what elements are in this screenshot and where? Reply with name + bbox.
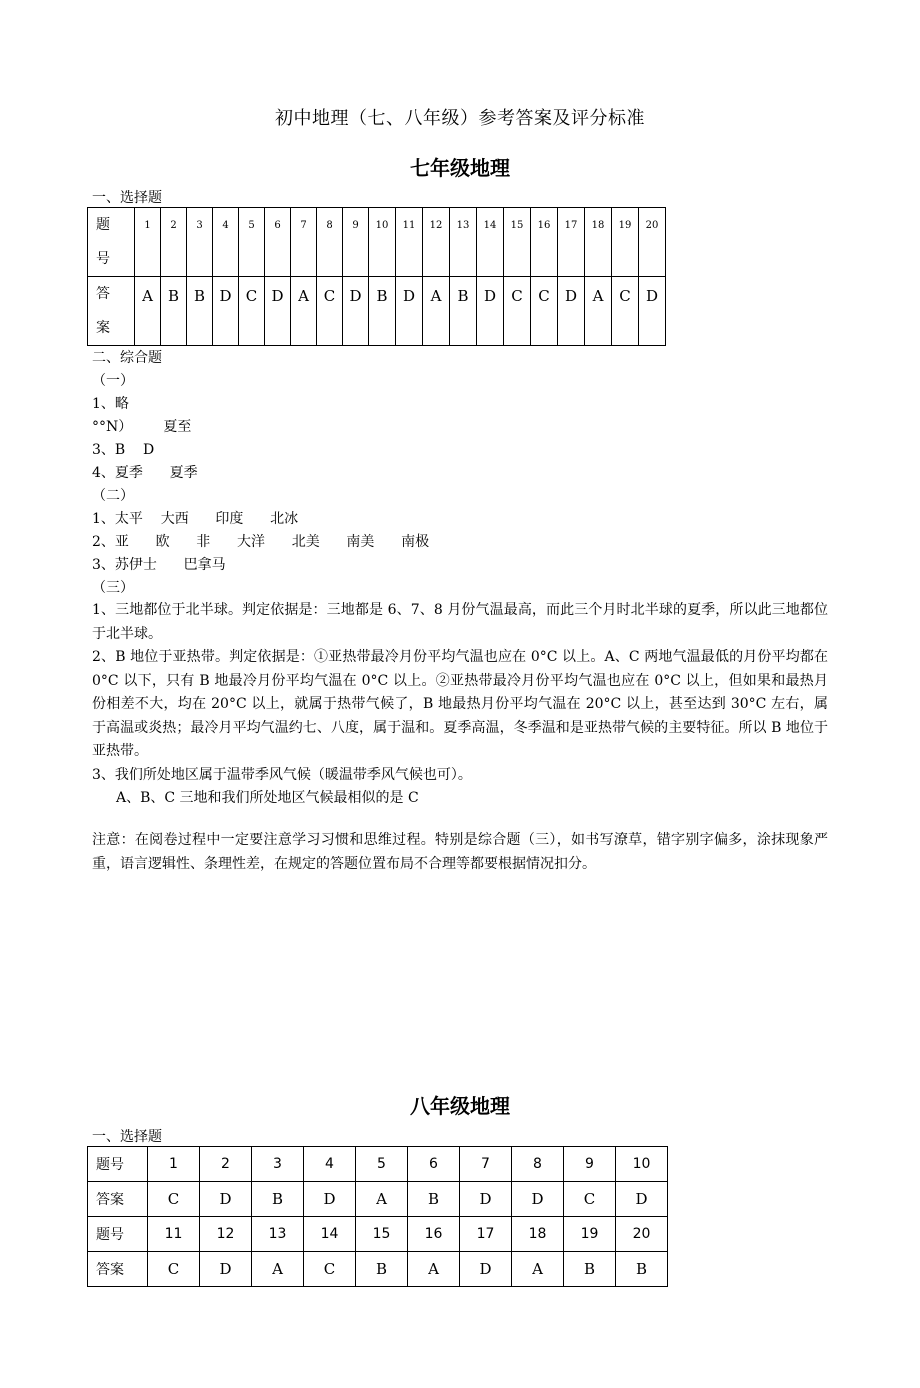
question-number: 9 xyxy=(343,208,369,277)
question-number: 19 xyxy=(564,1217,616,1252)
question-number: 11 xyxy=(148,1217,200,1252)
answer-cell: B xyxy=(564,1252,616,1287)
table-row-header: 答案 xyxy=(88,1252,148,1287)
answer-cell: D xyxy=(616,1182,668,1217)
list-item: 1、略 xyxy=(92,396,129,412)
question-number: 3 xyxy=(187,208,213,277)
answer-cell: B xyxy=(369,277,396,346)
answer-cell: D xyxy=(396,277,423,346)
question-number: 14 xyxy=(304,1217,356,1252)
list-item: 2、亚 欧 非 大洋 北美 南美 南极 xyxy=(92,534,430,550)
question-number: 15 xyxy=(504,208,531,277)
answer-cell: C xyxy=(612,277,639,346)
question-number: 18 xyxy=(512,1217,564,1252)
answer-cell: C xyxy=(148,1182,200,1217)
answer-cell: A xyxy=(585,277,612,346)
question-number: 20 xyxy=(639,208,666,277)
list-item: 4、夏季 夏季 xyxy=(92,465,198,481)
question-number: 5 xyxy=(239,208,265,277)
question-number: 16 xyxy=(531,208,558,277)
grade8-number-row xyxy=(88,1147,668,1182)
answer-cell: C xyxy=(531,277,558,346)
question-number: 4 xyxy=(304,1147,356,1182)
answer-cell: C xyxy=(504,277,531,346)
question-number: 8 xyxy=(317,208,343,277)
question-number: 2 xyxy=(161,208,187,277)
question-number: 7 xyxy=(291,208,317,277)
question-number: 8 xyxy=(512,1147,564,1182)
question-number: 12 xyxy=(423,208,450,277)
question-number: 17 xyxy=(460,1217,512,1252)
table-row-header: 题号 xyxy=(88,1147,148,1182)
part3-q3-conclusion: A、B、C 三地和我们所处地区气候最相似的是 C xyxy=(116,790,419,806)
question-number: 6 xyxy=(408,1147,460,1182)
list-item: 3、B D xyxy=(92,442,155,458)
question-number: 7 xyxy=(460,1147,512,1182)
question-number: 16 xyxy=(408,1217,460,1252)
answer-cell: B xyxy=(356,1252,408,1287)
part3-answers xyxy=(92,599,828,811)
answer-cell: D xyxy=(265,277,291,346)
answer-cell: D xyxy=(558,277,585,346)
answer-cell: D xyxy=(460,1182,512,1217)
grade8-heading: 八年级地理 xyxy=(410,1094,510,1118)
question-number: 20 xyxy=(616,1217,668,1252)
answer-cell: B xyxy=(161,277,187,346)
question-number: 15 xyxy=(356,1217,408,1252)
grading-note: 注意：在阅卷过程中一定要注意学习习惯和思维过程。特别是综合题（三），如书写潦草，错字别字偏多，涂抹现象严重，语言逻辑性、条理性差，在规定的答题位置布局不合理等都要根据情况扣分。 xyxy=(92,832,828,872)
list-item: 1、太平 大西 印度 北冰 xyxy=(92,511,299,527)
question-number: 13 xyxy=(450,208,477,277)
part3-q2: 2、B 地位于亚热带。判定依据是：①亚热带最冷月份平均气温也应在 0°C 以上。A、C 两地气温最低的月份平均都在 0°C 以下，只有 B 地最冷月份平均气温在 0°C 以上。②亚热带最冷月份平均气温也应在 0°C 以上，但如果和最热月份相差不大，均在 20°C 以上，就属于热带气候了，B 地最热月份平均气温在 20°C 以上，甚至达到 30°C 左右，属于高温或炎热；最冷月平均气温约七、八度，属于温和。夏季高温，冬季温和是亚热带气候的主要特征。所以 B 地位于亚热带。 xyxy=(92,649,828,759)
question-number: 9 xyxy=(564,1147,616,1182)
page-title: 初中地理（七、八年级）参考答案及评分标准 xyxy=(275,108,645,129)
answer-cell: D xyxy=(460,1252,512,1287)
answer-cell: D xyxy=(200,1252,252,1287)
question-number: 17 xyxy=(558,208,585,277)
grade7-number-row xyxy=(88,208,666,277)
question-number: 12 xyxy=(200,1217,252,1252)
question-number: 5 xyxy=(356,1147,408,1182)
part1-label: （一） xyxy=(92,373,134,389)
grade8-answer-row xyxy=(88,1252,668,1287)
table-row-header: 题 号 xyxy=(88,208,135,277)
grade8-number-row xyxy=(88,1217,668,1252)
list-item: °°N） 夏至 xyxy=(92,419,192,435)
question-number: 3 xyxy=(252,1147,304,1182)
answer-cell: C xyxy=(304,1252,356,1287)
question-number: 13 xyxy=(252,1217,304,1252)
answer-cell: D xyxy=(304,1182,356,1217)
answer-cell: A xyxy=(291,277,317,346)
part3-q3: 3、我们所处地区属于温带季风气候（暖温带季风气候也可）。 xyxy=(92,766,472,783)
answer-cell: A xyxy=(512,1252,564,1287)
question-number: 10 xyxy=(616,1147,668,1182)
answer-cell: C xyxy=(317,277,343,346)
answer-cell: D xyxy=(213,277,239,346)
table-row-header: 题号 xyxy=(88,1217,148,1252)
question-number: 1 xyxy=(135,208,161,277)
answer-cell: D xyxy=(343,277,369,346)
question-number: 4 xyxy=(213,208,239,277)
question-number: 6 xyxy=(265,208,291,277)
answer-cell: C xyxy=(564,1182,616,1217)
answer-cell: D xyxy=(200,1182,252,1217)
question-number: 18 xyxy=(585,208,612,277)
answer-cell: A xyxy=(408,1252,460,1287)
answer-cell: B xyxy=(616,1252,668,1287)
answer-cell: D xyxy=(639,277,666,346)
grade7-answer-row xyxy=(88,277,666,346)
question-number: 1 xyxy=(148,1147,200,1182)
table-row-header: 答案 xyxy=(88,1182,148,1217)
question-number: 19 xyxy=(612,208,639,277)
grade8-answer-row xyxy=(88,1182,668,1217)
answer-cell: B xyxy=(187,277,213,346)
answer-cell: B xyxy=(252,1182,304,1217)
answer-cell: D xyxy=(512,1182,564,1217)
part2-label: （二） xyxy=(92,488,134,504)
part3-label: （三） xyxy=(92,580,134,596)
grade8-choice-label: 一、选择题 xyxy=(92,1129,162,1145)
answer-cell: B xyxy=(408,1182,460,1217)
question-number: 10 xyxy=(369,208,396,277)
answer-cell: A xyxy=(252,1252,304,1287)
answer-cell: C xyxy=(148,1252,200,1287)
answer-cell: C xyxy=(239,277,265,346)
question-number: 2 xyxy=(200,1147,252,1182)
comprehensive-section xyxy=(92,347,832,600)
part3-q1: 1、三地都位于北半球。判定依据是：三地都是 6、7、8 月份气温最高，而此三个月时北半球的夏季，所以此三地都位于北半球。 xyxy=(92,602,828,642)
question-number: 14 xyxy=(477,208,504,277)
answer-cell: A xyxy=(356,1182,408,1217)
grade7-answer-table xyxy=(87,207,666,346)
question-number: 11 xyxy=(396,208,423,277)
table-row-header: 答 案 xyxy=(88,277,135,346)
comprehensive-label: 二、综合题 xyxy=(92,350,162,366)
answer-cell: A xyxy=(423,277,450,346)
grade8-answer-table xyxy=(87,1146,668,1287)
answer-cell: A xyxy=(135,277,161,346)
answer-cell: D xyxy=(477,277,504,346)
grade7-choice-label: 一、选择题 xyxy=(92,190,162,206)
grade7-heading: 七年级地理 xyxy=(410,156,510,180)
answer-cell: B xyxy=(450,277,477,346)
list-item: 3、苏伊士 巴拿马 xyxy=(92,557,226,573)
